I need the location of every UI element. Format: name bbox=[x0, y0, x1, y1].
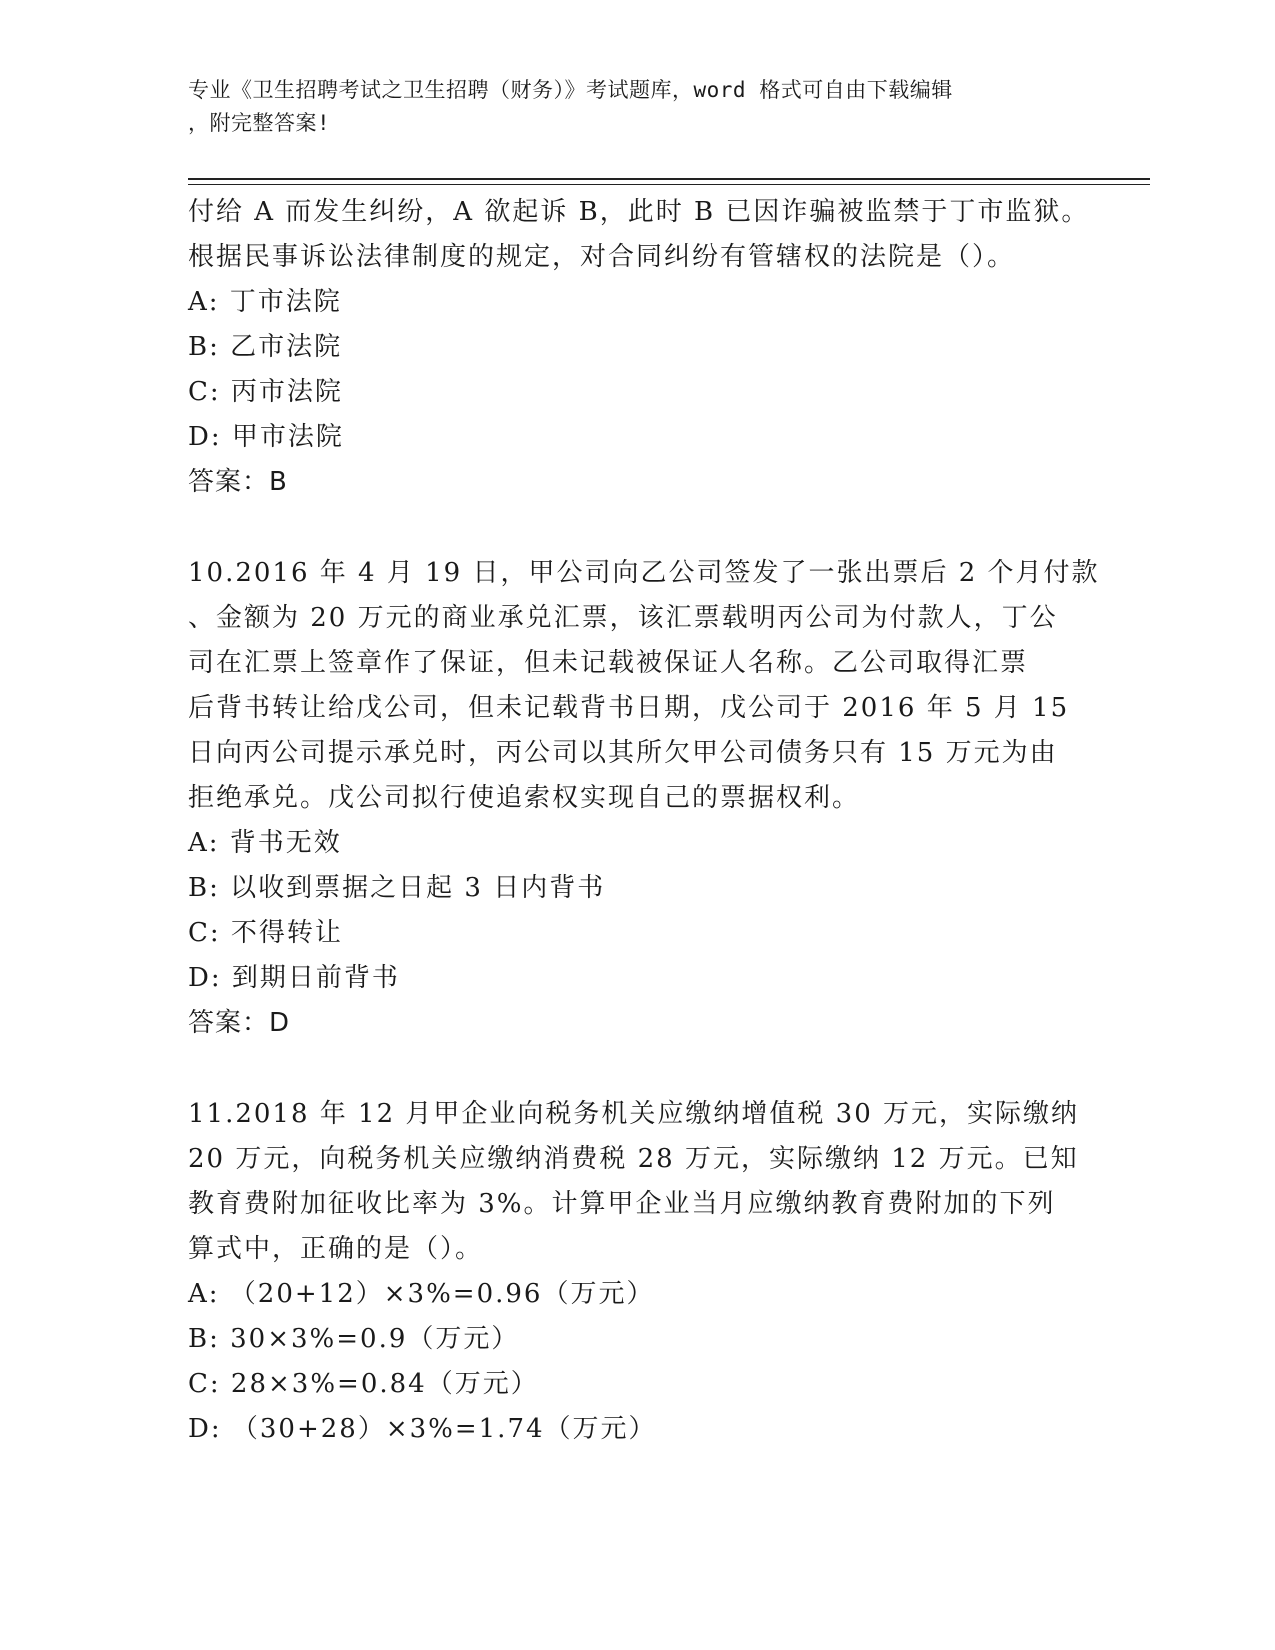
option-a: A: 背书无效 bbox=[188, 828, 342, 858]
option-b: B: 乙市法院 bbox=[188, 332, 343, 362]
answer-line: 答案：D bbox=[188, 1008, 291, 1038]
question-text-line: 根据民事诉讼法律制度的规定，对合同纠纷有管辖权的法院是（）。 bbox=[188, 242, 1016, 272]
question-11 bbox=[188, 1092, 1080, 1452]
option-d: D: 甲市法院 bbox=[188, 422, 344, 452]
question-9 bbox=[188, 190, 1090, 505]
option-a: A: 丁市法院 bbox=[188, 287, 342, 317]
option-b: B: 以收到票据之日起 3 日内背书 bbox=[188, 873, 606, 903]
question-text-line: 11.2018 年 12 月甲企业向税务机关应缴纳增值税 30 万元，实际缴纳 bbox=[188, 1099, 1080, 1129]
question-text-line: 日向丙公司提示承兑时，丙公司以其所欠甲公司债务只有 15 万元为由 bbox=[188, 738, 1058, 768]
document-body bbox=[188, 190, 1100, 1452]
option-a: A: （20+12）×3%=0.96（万元） bbox=[188, 1279, 655, 1309]
option-c: C: 丙市法院 bbox=[188, 377, 343, 407]
option-c: C: 不得转让 bbox=[188, 918, 343, 948]
option-b: B: 30×3%=0.9（万元） bbox=[188, 1324, 520, 1354]
answer-line: 答案：B bbox=[188, 467, 288, 497]
option-d: D: （30+28）×3%=1.74（万元） bbox=[188, 1414, 657, 1444]
question-text-line: 20 万元，向税务机关应缴纳消费税 28 万元，实际缴纳 12 万元。已知 bbox=[188, 1144, 1079, 1174]
header-rule-thick bbox=[188, 178, 1150, 180]
question-text-line: 、金额为 20 万元的商业承兑汇票，该汇票载明丙公司为付款人，丁公 bbox=[188, 603, 1058, 633]
question-text-line: 司在汇票上签章作了保证，但未记载被保证人名称。乙公司取得汇票 bbox=[188, 648, 1029, 678]
question-text-line: 拒绝承兑。戊公司拟行使追索权实现自己的票据权利。 bbox=[188, 783, 861, 813]
document-header bbox=[188, 74, 1068, 140]
spacer bbox=[188, 505, 1068, 551]
header-line-2: ，附完整答案! bbox=[188, 111, 331, 135]
option-c: C: 28×3%=0.84（万元） bbox=[188, 1369, 539, 1399]
question-text-line: 算式中，正确的是（）。 bbox=[188, 1234, 484, 1264]
question-text-line: 后背书转让给戊公司，但未记载背书日期，戊公司于 2016 年 5 月 15 bbox=[188, 693, 1070, 723]
spacer bbox=[188, 1046, 1068, 1092]
question-text-line: 教育费附加征收比率为 3%。计算甲企业当月应缴纳教育费附加的下列 bbox=[188, 1189, 1056, 1219]
question-text-line: 10.2016 年 4 月 19 日，甲公司向乙公司签发了一张出票后 2 个月付款 bbox=[188, 558, 1100, 588]
question-10 bbox=[188, 551, 1100, 1046]
header-line-1: 专业《卫生招聘考试之卫生招聘（财务）》考试题库，word 格式可自由下载编辑 bbox=[188, 78, 953, 102]
question-text-line: 付给 A 而发生纠纷，A 欲起诉 B，此时 B 已因诈骗被监禁于丁市监狱。 bbox=[188, 197, 1090, 227]
header-rule-thin bbox=[188, 184, 1150, 185]
option-d: D: 到期日前背书 bbox=[188, 963, 400, 993]
